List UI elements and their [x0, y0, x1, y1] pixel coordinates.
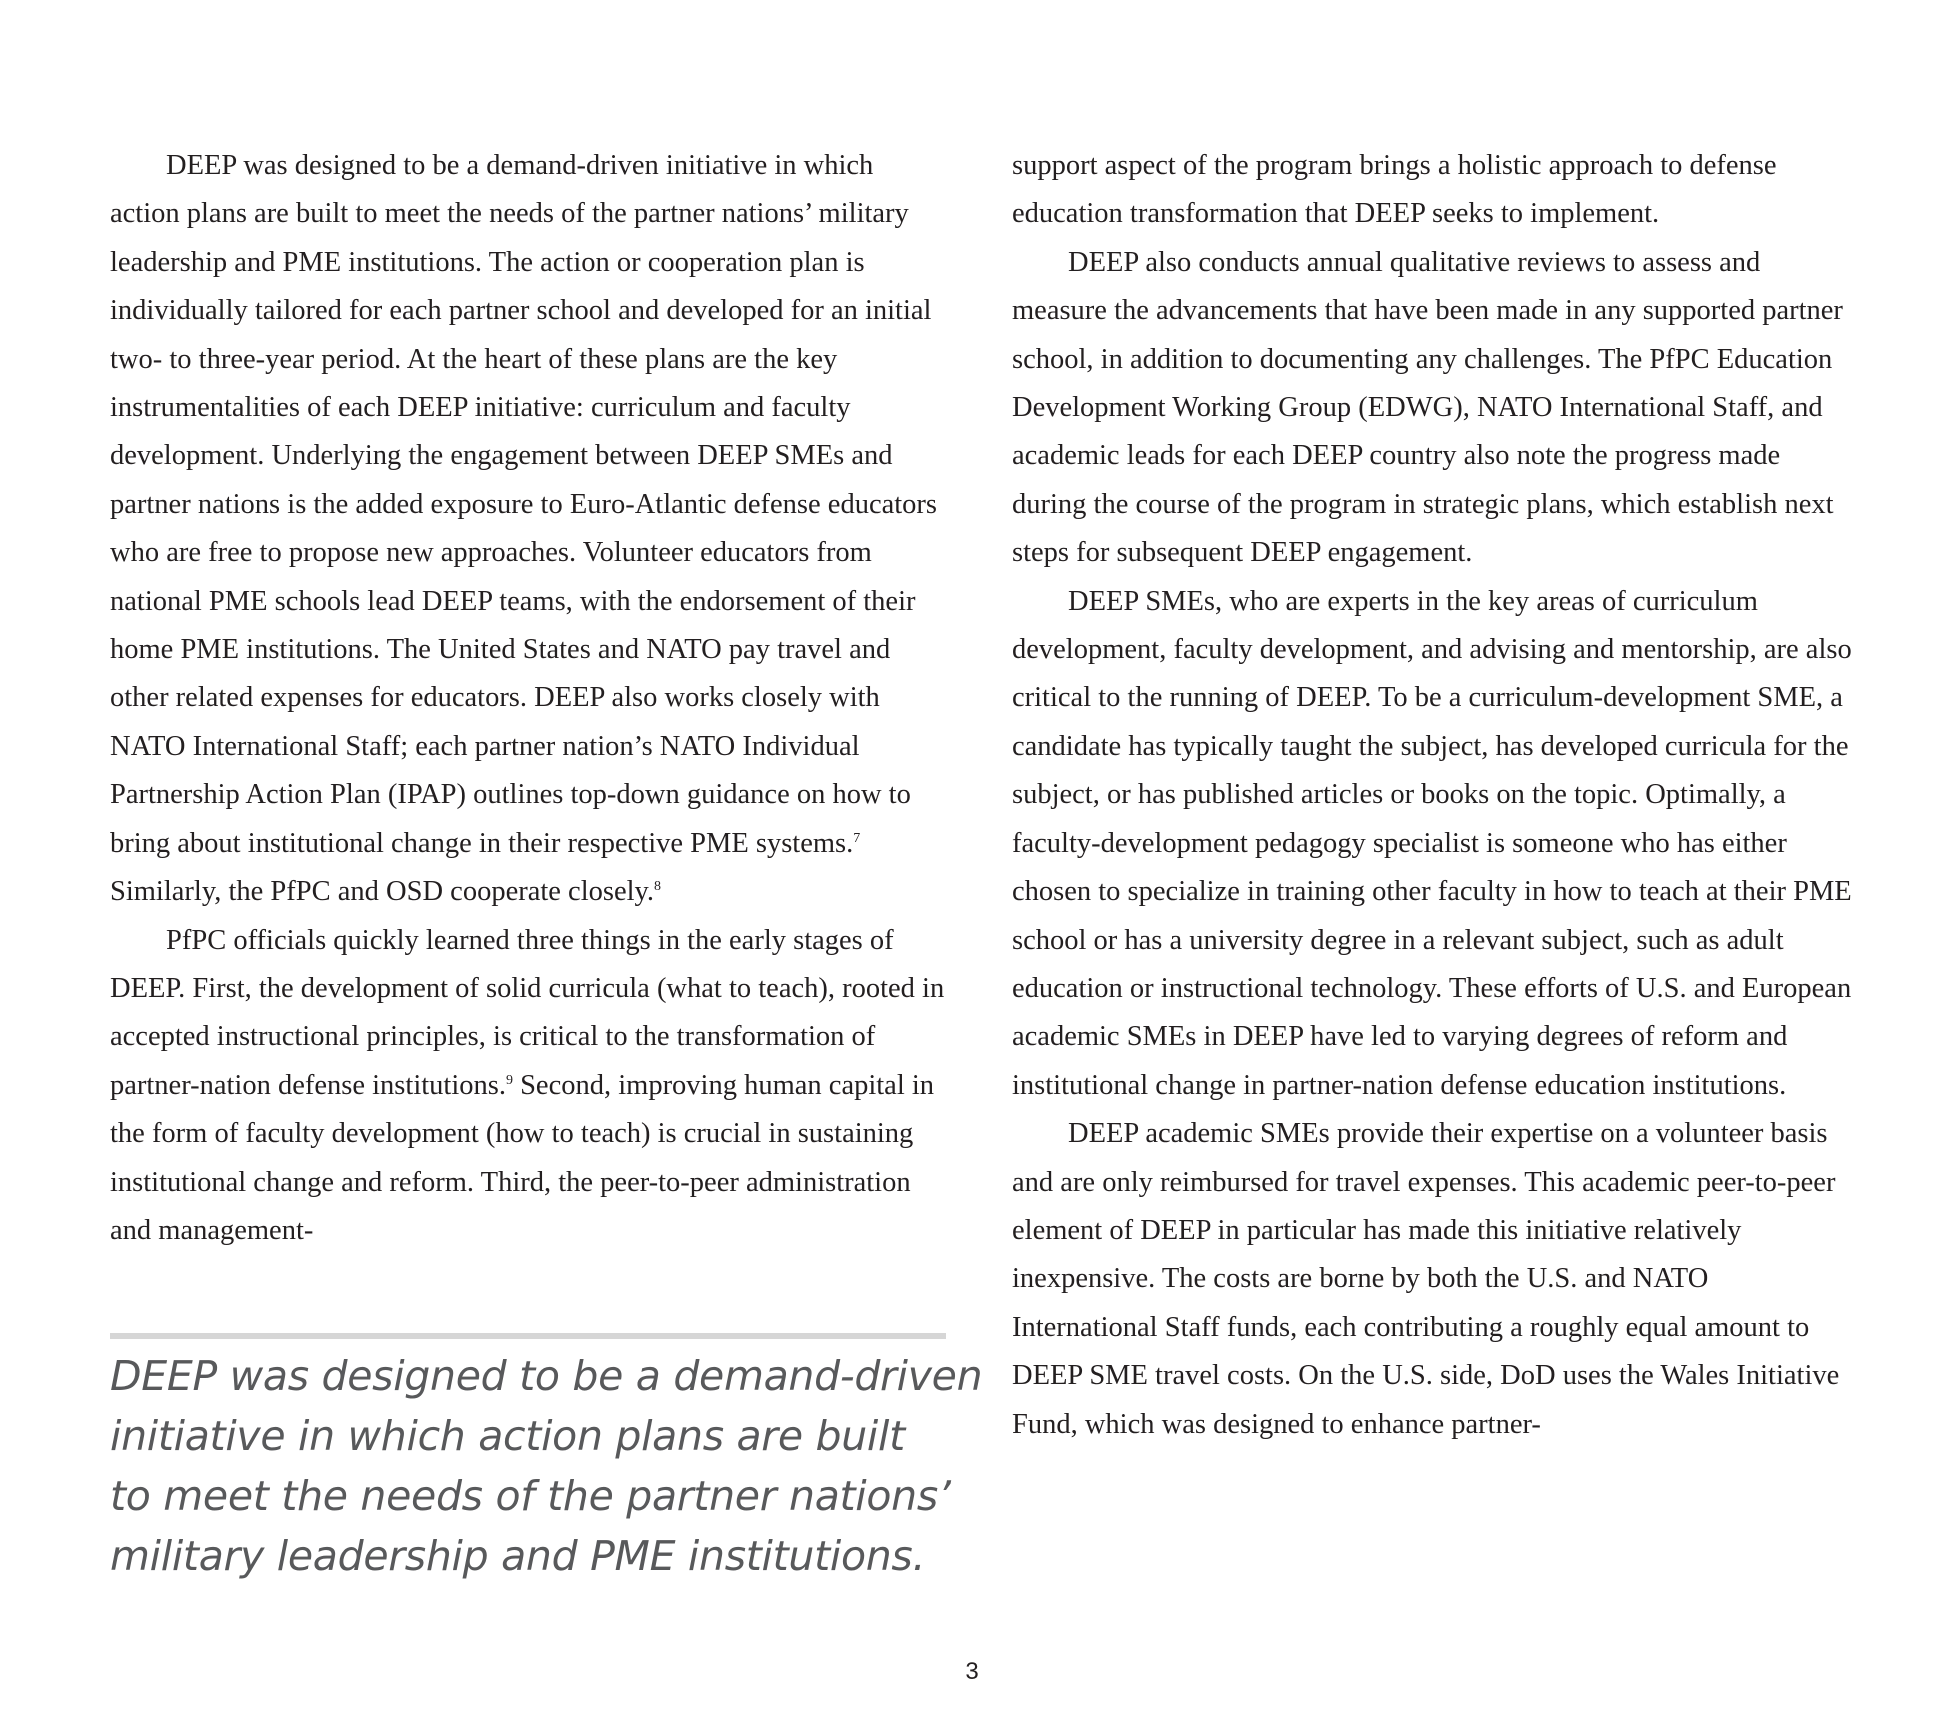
body-paragraph: DEEP academic SMEs provide their expertise on a volunteer basis and are only reimbursed for travel expenses. This academic peer-to-peer element of DEEP in particular has made this initiative relatively inexpensive. The costs are borne by both the U.S. and NATO International Staff funds, each contributing a roughly equal amount to DEEP SME travel costs. On the U.S. side, DoD uses the Wales Initiative Fund, which was designed to enhance partner-	[1012, 1118, 1840, 1440]
pull-quote-line: DEEP was designed to be a demand-driven	[110, 1352, 983, 1400]
right-column	[1012, 142, 1852, 1449]
paragraph-text: DEEP was designed to be a demand-driven initiative in which action plans are built to meet the needs of the partner nations’ military leadership and PME institutions. The action or cooperation plan is individually tailored for each partner school and developed for an initial two- to three-year period. At the heart of these plans are the key instrumentalities of each DEEP initiative: curriculum and faculty development. Underlying the engagement between DEEP SMEs and partner nations is the added exposure to Euro-Atlantic defense educators who are free to propose new approaches. Volunteer educators from national PME schools lead DEEP teams, with the endorsement of their home PME institutions. The United States and NATO pay travel and other related expenses for educators. DEEP also works closely with NATO International Staff; each partner nation’s NATO Individual Partnership Action Plan (IPAP) outlines top-down guidance on how to bring about institutional change in their respective PME systems.	[110, 150, 938, 859]
body-paragraph: DEEP SMEs, who are experts in the key areas of curriculum development, faculty development, and advising and mentorship, are also critical to the running of DEEP. To be a curriculum-development SME, a candidate has typically taught the subject, has developed curricula for the subject, or has published articles or books on the topic. Optimally, a faculty-development pedagogy specialist is someone who has either chosen to specialize in training other faculty in how to teach at their PME school or has a university degree in a relevant subject, such as adult education or instructional technology. These efforts of U.S. and European academic SMEs in DEEP have led to varying degrees of reform and institutional change in partner-nation defense education institutions.	[1012, 585, 1852, 1101]
paragraph-text: PfPC officials quickly learned three things in the early stages of DEEP. First, the development of solid curricula (what to teach), rooted in accepted instructional principles, is critical to the transformation of partner-nation defense institutions.	[110, 924, 945, 1101]
pull-quote-line: military leadership and PME institutions.	[110, 1532, 926, 1580]
pull-quote-line: to meet the needs of the partner nations’	[110, 1472, 951, 1520]
body-paragraph	[110, 142, 950, 917]
pull-quote-line: initiative in which action plans are built	[110, 1412, 905, 1460]
paragraph-text: Similarly, the PfPC and OSD cooperate closely.	[110, 876, 655, 908]
body-paragraph: support aspect of the program brings a holistic approach to defense education transformation that DEEP seeks to implement.	[1012, 150, 1777, 230]
paragraph-text: Second, improving human capital in the form of faculty development (how to teach) is crucial in sustaining institutional change and reform. Third, the peer-to-peer administration and management-	[110, 1069, 935, 1246]
body-paragraph	[110, 917, 950, 1256]
footnote-ref[interactable]: 9	[505, 1072, 513, 1088]
pull-quote	[110, 1346, 983, 1586]
body-paragraph: DEEP also conducts annual qualitative reviews to assess and measure the advancements that have been made in any supported partner school, in addition to documenting any challenges. The PfPC Education Development Working Group (EDWG), NATO International Staff, and academic leads for each DEEP country also note the progress made during the course of the program in strategic plans, which establish next steps for subsequent DEEP engagement.	[1012, 246, 1843, 569]
footnote-ref[interactable]: 7	[853, 830, 861, 846]
pull-quote-divider	[110, 1333, 946, 1339]
left-column	[110, 142, 950, 1255]
footnote-ref[interactable]: 8	[654, 879, 662, 895]
page-number: 3	[965, 1658, 979, 1685]
